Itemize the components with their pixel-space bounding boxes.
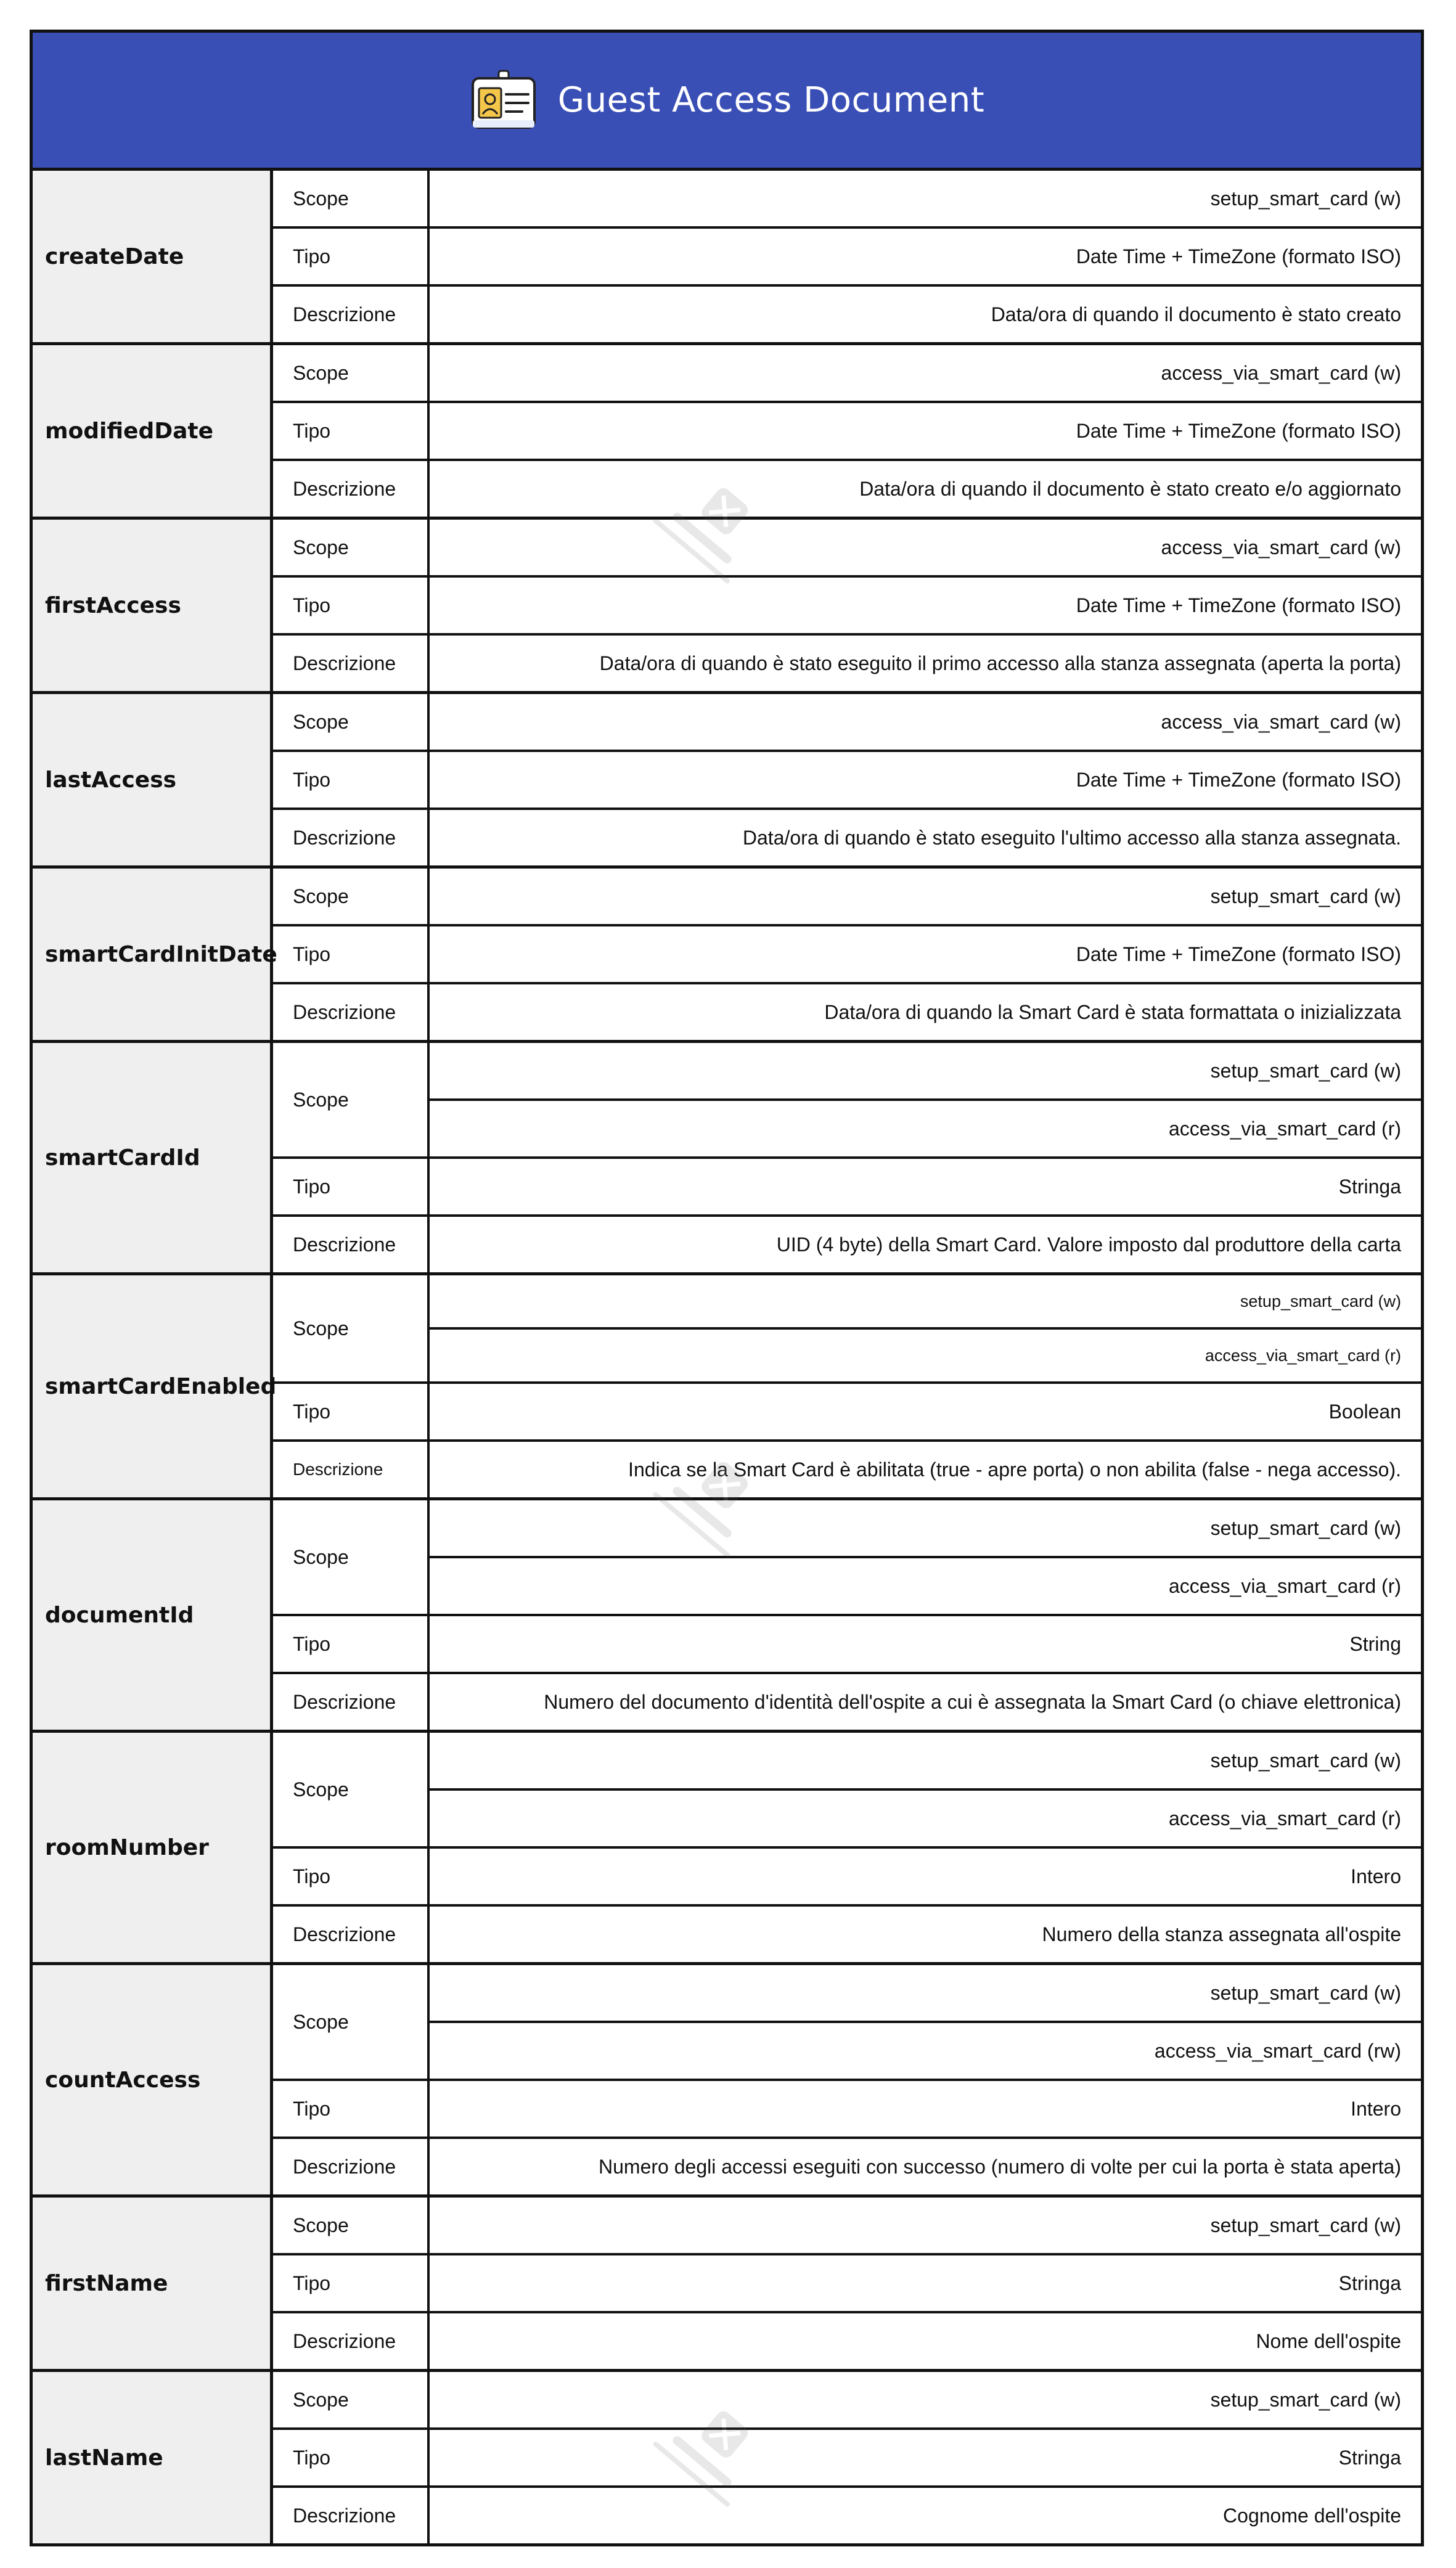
field-key: lastName [33, 2372, 273, 2543]
attribute-label: Scope [273, 2198, 430, 2253]
attribute-row [273, 1616, 1421, 1674]
attribute-row [273, 984, 1421, 1040]
attribute-values [430, 984, 1421, 1040]
attribute-row [273, 636, 1421, 691]
attribute-row [273, 1442, 1421, 1497]
attribute-value: setup_smart_card (w) [430, 1500, 1421, 1558]
attribute-value: Stringa [1338, 1175, 1401, 1198]
attribute-label: Tipo [273, 752, 430, 808]
attribute-label: Scope [273, 1965, 430, 2079]
attribute-row [273, 461, 1421, 517]
attribute-values [430, 2198, 1421, 2253]
field-key: countAccess [33, 1965, 273, 2194]
attribute-row [273, 520, 1421, 578]
attribute-value: access_via_smart_card (r) [1169, 1807, 1401, 1830]
attribute-label: Scope [273, 694, 430, 750]
attribute-label: Scope [273, 1043, 430, 1156]
attribute-value: access_via_smart_card (r) [1169, 1574, 1401, 1597]
document-table [30, 30, 1424, 2546]
attribute-label: Tipo [273, 2430, 430, 2485]
attribute-values [430, 1217, 1421, 1272]
attribute-label: Scope [273, 345, 430, 401]
attribute-values [430, 1442, 1421, 1497]
attribute-label: Scope [273, 520, 430, 575]
attribute-values [430, 1674, 1421, 1730]
attribute-row [273, 2255, 1421, 2313]
attribute-value: Intero [1351, 2097, 1401, 2120]
attribute-values [430, 287, 1421, 342]
attribute-row [273, 1043, 1421, 1159]
attribute-value: Nome dell'ospite [1256, 2329, 1401, 2352]
attribute-row [273, 345, 1421, 403]
attribute-value: access_via_smart_card (w) [1161, 536, 1401, 558]
attribute-values [430, 1500, 1421, 1614]
attribute-row [273, 694, 1421, 752]
field-key: smartCardId [33, 1043, 273, 1272]
page-title: Guest Access Document [557, 80, 985, 120]
attribute-row [273, 1674, 1421, 1730]
attribute-values [430, 461, 1421, 517]
field-attributes [273, 2198, 1421, 2369]
attribute-value: access_via_smart_card (w) [1161, 361, 1401, 384]
attribute-row [273, 926, 1421, 984]
attribute-values [430, 2139, 1421, 2194]
attribute-values [430, 926, 1421, 982]
attribute-value: setup_smart_card (w) [430, 1965, 1421, 2023]
attribute-row [273, 2430, 1421, 2488]
attribute-values [430, 403, 1421, 459]
attribute-values [430, 869, 1421, 924]
table-body [33, 171, 1421, 2543]
attribute-label: Scope [273, 1500, 430, 1614]
attribute-values [430, 1384, 1421, 1439]
field-attributes [273, 1043, 1421, 1272]
attribute-label: Descrizione [273, 984, 430, 1040]
attribute-value: String [1349, 1632, 1401, 1655]
attribute-value: Date Time + TimeZone (formato ISO) [1076, 419, 1401, 442]
attribute-values [430, 752, 1421, 808]
attribute-row [273, 287, 1421, 342]
attribute-values [430, 1733, 1421, 1846]
attribute-values [430, 520, 1421, 575]
attribute-label: Tipo [273, 1384, 430, 1439]
attribute-values [430, 2081, 1421, 2137]
attribute-row [273, 2198, 1421, 2255]
attribute-value: Data/ora di quando è stato eseguito l'ultimo accesso alla stanza assegnata. [742, 826, 1401, 849]
attribute-value: Date Time + TimeZone (formato ISO) [1076, 768, 1401, 791]
table-header [33, 33, 1421, 171]
attribute-values [430, 2488, 1421, 2543]
attribute-value: Numero del documento d'identità dell'ospite a cui è assegnata la Smart Card (o chiave elettronica) [544, 1690, 1401, 1713]
attribute-value: setup_smart_card (w) [1210, 885, 1401, 907]
attribute-row [273, 1384, 1421, 1442]
attribute-label: Tipo [273, 926, 430, 982]
attribute-row [273, 2488, 1421, 2543]
attribute-row [273, 1275, 1421, 1384]
attribute-label: Tipo [273, 578, 430, 633]
field-attributes [273, 1733, 1421, 1962]
attribute-label: Tipo [273, 1159, 430, 1214]
attribute-values [430, 2430, 1421, 2485]
attribute-values [430, 1275, 1421, 1381]
attribute-label: Tipo [273, 229, 430, 284]
attribute-value: Data/ora di quando il documento è stato creato e/o aggiornato [859, 477, 1401, 500]
attribute-value: access_via_smart_card (r) [1204, 1346, 1401, 1365]
attribute-value: Data/ora di quando il documento è stato creato [991, 303, 1401, 325]
attribute-values [430, 1159, 1421, 1214]
attribute-value: setup_smart_card (w) [1210, 2388, 1401, 2411]
attribute-label: Descrizione [273, 2313, 430, 2369]
attribute-values [430, 810, 1421, 865]
attribute-values [430, 2313, 1421, 2369]
attribute-label: Descrizione [273, 461, 430, 517]
attribute-row [273, 1217, 1421, 1272]
attribute-value: Indica se la Smart Card è abilitata (true - apre porta) o non abilita (false - nega accesso). [628, 1458, 1401, 1481]
attribute-values [430, 694, 1421, 750]
attribute-row [273, 2313, 1421, 2369]
row-lastAccess [33, 694, 1421, 869]
attribute-value: Cognome dell'ospite [1223, 2504, 1401, 2527]
attribute-row [273, 869, 1421, 926]
field-key: smartCardEnabled [33, 1275, 273, 1497]
attribute-value: setup_smart_card (w) [1210, 187, 1401, 210]
attribute-label: Descrizione [273, 1674, 430, 1730]
attribute-values [430, 345, 1421, 401]
field-key: lastAccess [33, 694, 273, 865]
attribute-row [273, 752, 1421, 810]
attribute-value: Date Time + TimeZone (formato ISO) [1076, 943, 1401, 965]
attribute-row [273, 1965, 1421, 2081]
attribute-label: Descrizione [273, 2488, 430, 2543]
attribute-label: Descrizione [273, 1442, 430, 1497]
attribute-label: Scope [273, 869, 430, 924]
field-key: firstAccess [33, 520, 273, 691]
attribute-label: Tipo [273, 1616, 430, 1672]
field-attributes [273, 520, 1421, 691]
attribute-value: Numero della stanza assegnata all'ospite [1042, 1923, 1401, 1945]
attribute-label: Descrizione [273, 636, 430, 691]
attribute-values [430, 171, 1421, 226]
attribute-values [430, 1849, 1421, 1904]
attribute-values [430, 1616, 1421, 1672]
field-attributes [273, 345, 1421, 517]
attribute-label: Tipo [273, 2255, 430, 2311]
row-documentId [33, 1500, 1421, 1733]
attribute-label: Scope [273, 171, 430, 226]
field-attributes [273, 1500, 1421, 1730]
attribute-value: setup_smart_card (w) [430, 1275, 1421, 1330]
attribute-value: Data/ora di quando la Smart Card è stata formattata o inizializzata [824, 1000, 1401, 1023]
attribute-values [430, 636, 1421, 691]
row-roomNumber [33, 1733, 1421, 1965]
attribute-label: Scope [273, 1733, 430, 1846]
attribute-row [273, 1500, 1421, 1616]
field-attributes [273, 1275, 1421, 1497]
attribute-label: Tipo [273, 403, 430, 459]
row-smartCardInitDate [33, 869, 1421, 1043]
attribute-value: Data/ora di quando è stato eseguito il primo accesso alla stanza assegnata (aperta la porta) [599, 652, 1401, 674]
attribute-values [430, 2255, 1421, 2311]
row-createDate [33, 171, 1421, 345]
attribute-value: access_via_smart_card (rw) [1154, 2039, 1401, 2062]
attribute-row [273, 1733, 1421, 1849]
row-firstAccess [33, 520, 1421, 694]
attribute-value: Stringa [1338, 2446, 1401, 2469]
attribute-row [273, 2372, 1421, 2430]
attribute-value: setup_smart_card (w) [430, 1733, 1421, 1791]
field-key: smartCardInitDate [33, 869, 273, 1040]
attribute-row [273, 2139, 1421, 2194]
attribute-value: Date Time + TimeZone (formato ISO) [1076, 594, 1401, 616]
attribute-label: Tipo [273, 1849, 430, 1904]
attribute-row [273, 229, 1421, 287]
row-smartCardEnabled [33, 1275, 1421, 1500]
attribute-label: Descrizione [273, 810, 430, 865]
attribute-values [430, 578, 1421, 633]
attribute-label: Tipo [273, 2081, 430, 2137]
field-key: firstName [33, 2198, 273, 2369]
attribute-value: setup_smart_card (w) [1210, 2214, 1401, 2236]
attribute-value: access_via_smart_card (r) [1169, 1117, 1401, 1140]
attribute-row [273, 1849, 1421, 1907]
field-key: createDate [33, 171, 273, 342]
row-modifiedDate [33, 345, 1421, 520]
attribute-value: Date Time + TimeZone (formato ISO) [1076, 245, 1401, 268]
attribute-row [273, 1907, 1421, 1962]
field-key: documentId [33, 1500, 273, 1730]
attribute-value: UID (4 byte) della Smart Card. Valore imposto dal produttore della carta [776, 1233, 1401, 1256]
attribute-value: Numero degli accessi eseguiti con successo (numero di volte per cui la porta è stata aperta) [599, 2155, 1401, 2178]
attribute-label: Descrizione [273, 287, 430, 342]
attribute-value: Stringa [1338, 2272, 1401, 2294]
attribute-label: Descrizione [273, 1907, 430, 1962]
attribute-value: Boolean [1328, 1400, 1401, 1423]
row-smartCardId [33, 1043, 1421, 1275]
field-attributes [273, 1965, 1421, 2194]
attribute-row [273, 2081, 1421, 2139]
attribute-values [430, 1965, 1421, 2079]
field-key: modifiedDate [33, 345, 273, 517]
attribute-label: Scope [273, 1275, 430, 1381]
field-attributes [273, 869, 1421, 1040]
attribute-value: access_via_smart_card (w) [1161, 710, 1401, 733]
attribute-label: Scope [273, 2372, 430, 2427]
attribute-row [273, 403, 1421, 461]
field-attributes [273, 2372, 1421, 2543]
attribute-value: Intero [1351, 1865, 1401, 1887]
attribute-values [430, 2372, 1421, 2427]
attribute-value: setup_smart_card (w) [430, 1043, 1421, 1101]
id-card-icon [469, 68, 538, 133]
row-firstName [33, 2198, 1421, 2372]
attribute-row [273, 578, 1421, 636]
field-key: roomNumber [33, 1733, 273, 1962]
field-attributes [273, 171, 1421, 342]
attribute-row [273, 1159, 1421, 1217]
attribute-values [430, 229, 1421, 284]
attribute-label: Descrizione [273, 2139, 430, 2194]
attribute-label: Descrizione [273, 1217, 430, 1272]
row-countAccess [33, 1965, 1421, 2198]
attribute-values [430, 1907, 1421, 1962]
row-lastName [33, 2372, 1421, 2543]
field-attributes [273, 694, 1421, 865]
attribute-row [273, 171, 1421, 229]
attribute-row [273, 810, 1421, 865]
attribute-values [430, 1043, 1421, 1156]
